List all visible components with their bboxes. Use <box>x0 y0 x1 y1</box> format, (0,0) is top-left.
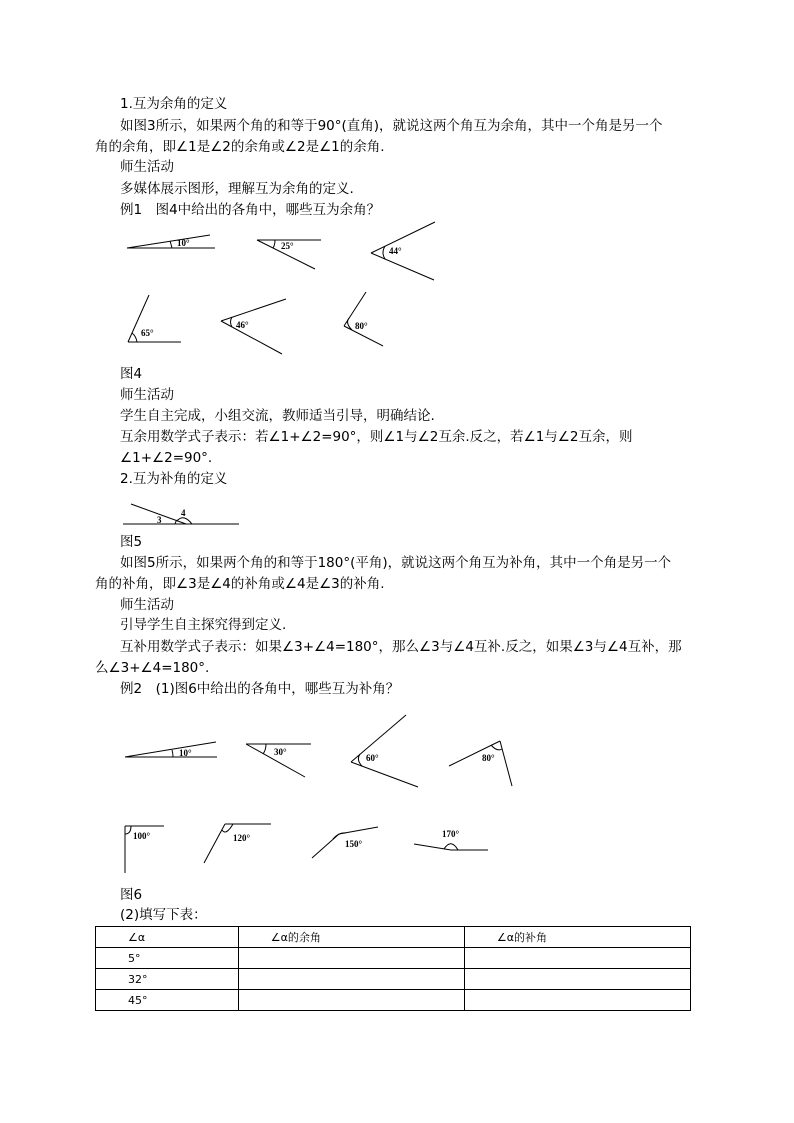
angle-label: 65° <box>141 328 154 338</box>
paragraph-line: 学生自主完成，小组交流，教师适当引导，明确结论. <box>120 408 435 424</box>
example-2-question: 例2 (1)图6中给出的各角中，哪些互为补角？ <box>120 681 400 697</box>
angle-30-diagram <box>246 744 311 777</box>
angle-170-diagram <box>414 829 488 850</box>
paragraph-line: 么∠3+∠4=180°. <box>95 660 210 676</box>
angle-label: 30° <box>274 747 287 757</box>
activity-heading: 师生活动 <box>120 159 174 175</box>
activity-heading: 师生活动 <box>120 597 174 613</box>
table-header-row <box>96 927 691 948</box>
angle-label: 60° <box>366 753 379 763</box>
table-cell-angle: 32° <box>96 969 239 990</box>
figure-6 <box>125 715 512 873</box>
angle-10-diagram <box>125 742 217 758</box>
example-1-question: 例1 图4中给出的各角中，哪些互为余角？ <box>120 202 381 218</box>
table-cell-angle: 5° <box>96 948 239 969</box>
table-cell-complement <box>238 990 464 1011</box>
angle-label: 4 <box>181 508 186 518</box>
angle-65-diagram <box>128 295 181 342</box>
angle-label: 80° <box>482 753 495 763</box>
table-row <box>96 948 691 969</box>
table-cell-complement <box>238 948 464 969</box>
section-heading-complementary: 1.互为余角的定义 <box>120 96 228 112</box>
angle-label: 10° <box>177 238 190 248</box>
angle-100-diagram <box>125 826 164 873</box>
figure-4-caption: 图4 <box>120 366 143 382</box>
table-header-cell: ∠α <box>96 927 239 948</box>
angle-label: 170° <box>442 829 460 839</box>
angle-label: 3 <box>157 515 162 525</box>
angle-10-diagram <box>127 235 215 248</box>
paragraph-line: 多媒体展示图形，理解互为余角的定义. <box>120 181 354 197</box>
angle-44-diagram <box>371 222 435 280</box>
angle-label: 10° <box>179 748 192 758</box>
section-heading-supplementary: 2.互为补角的定义 <box>120 471 228 487</box>
angle-150-diagram <box>312 827 378 858</box>
angle-label: 120° <box>233 833 251 843</box>
figure-5-caption: 图5 <box>120 534 143 550</box>
angle-46-diagram <box>221 299 286 354</box>
angle-label: 25° <box>281 241 294 251</box>
angle-table <box>95 926 691 1011</box>
paragraph-line: 互余用数学式子表示：若∠1+∠2=90°，则∠1与∠2互余.反之，若∠1与∠2互余，则 <box>120 429 633 445</box>
table-cell-supplement <box>464 990 690 1011</box>
figure-6-caption: 图6 <box>120 887 143 903</box>
table-cell-complement <box>238 969 464 990</box>
paragraph-line: 如图3所示，如果两个角的和等于90°(直角)，就说这两个角互为余角，其中一个角是另一个 <box>120 118 663 134</box>
paragraph-line: 互补用数学式子表示：如果∠3+∠4=180°，那么∠3与∠4互补.反之，如果∠3与∠4互补，那 <box>120 639 682 655</box>
angle-label: 150° <box>345 839 363 849</box>
paragraph-line: 如图5所示，如果两个角的和等于180°(平角)，就说这两个角互为补角，其中一个角是另一个 <box>120 555 672 571</box>
table-header-cell: ∠α的余角 <box>238 927 464 948</box>
table-header-cell: ∠α的补角 <box>464 927 690 948</box>
angle-80-diagram <box>449 741 512 786</box>
paragraph-line: ∠1+∠2=90°. <box>120 450 213 466</box>
angle-25-diagram <box>257 240 321 269</box>
table-cell-angle: 45° <box>96 990 239 1011</box>
angle-60-diagram <box>351 715 418 787</box>
table-cell-supplement <box>464 969 690 990</box>
angle-80-diagram <box>344 292 383 346</box>
paragraph-line: 角的余角，即∠1是∠2的余角或∠2是∠1的余角. <box>95 139 385 155</box>
activity-heading: 师生活动 <box>120 387 174 403</box>
table-row <box>96 969 691 990</box>
table-row <box>96 990 691 1011</box>
table-cell-supplement <box>464 948 690 969</box>
table-instruction: (2)填写下表： <box>120 907 207 923</box>
figure-4 <box>127 222 435 354</box>
angle-label: 44° <box>389 246 402 256</box>
angle-label: 100° <box>133 831 151 841</box>
figure-5 <box>123 504 239 525</box>
angle-120-diagram <box>204 824 271 863</box>
angle-label: 80° <box>355 321 368 331</box>
paragraph-line: 角的补角，即∠3是∠4的补角或∠4是∠3的补角. <box>95 576 385 592</box>
paragraph-line: 引导学生自主探究得到定义. <box>120 617 287 633</box>
angle-label: 46° <box>236 320 249 330</box>
